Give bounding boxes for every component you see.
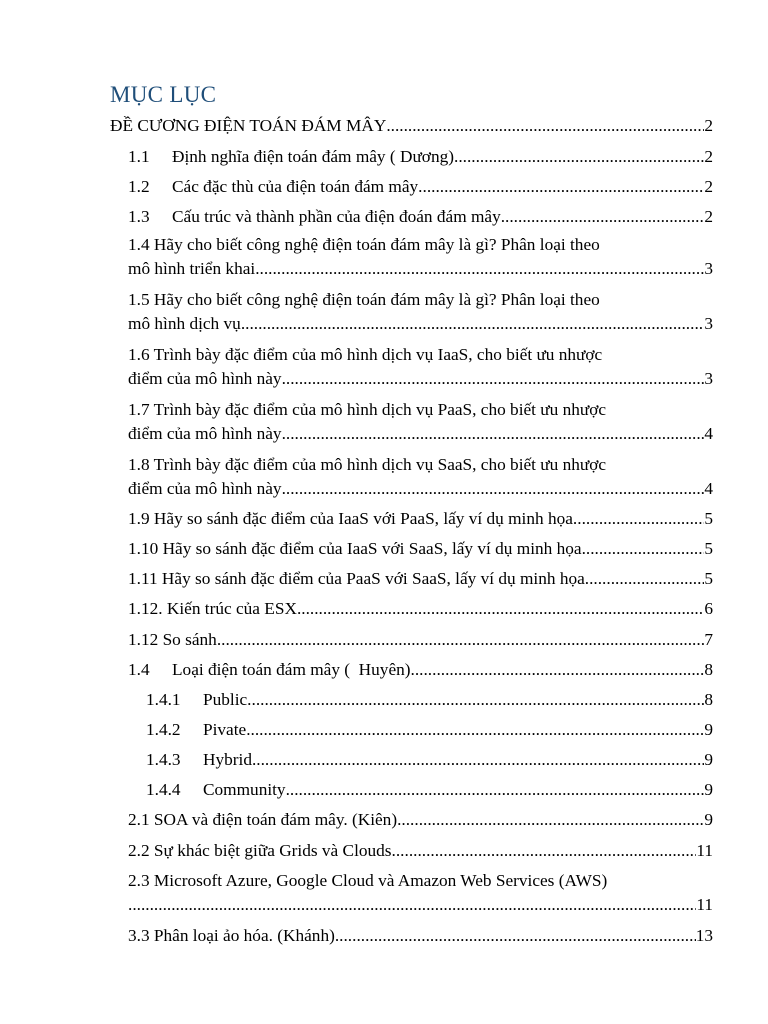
toc-entry-number: 1.1: [128, 147, 150, 166]
dot-leader: [282, 367, 705, 391]
toc-entry-text: Hybrid: [203, 750, 252, 769]
toc-entry-number: 1.4.1: [146, 690, 181, 709]
toc-page-number: 9: [704, 810, 713, 829]
toc-entry[interactable]: [128, 628, 713, 652]
toc-entry[interactable]: [128, 507, 713, 531]
toc-entry-text: Public: [203, 690, 248, 709]
toc-entry-text: Định nghĩa điện toán đám mây ( Dương): [172, 147, 454, 166]
toc-entry-text: 1.12. Kiến trúc của ESX: [128, 599, 297, 618]
toc-entry-text: 1.9 Hãy so sánh đặc điểm của IaaS với PaaS, lấy ví dụ minh họa: [128, 509, 573, 528]
toc-entry-text: 2.1 SOA và điện toán đám mây. (Kiên): [128, 810, 398, 829]
toc-entry-number: 1.4.2: [146, 720, 181, 739]
toc-entry[interactable]: [128, 537, 713, 561]
dot-leader: [247, 688, 704, 712]
dot-leader: [573, 507, 704, 531]
toc-entry[interactable]: [146, 688, 713, 712]
toc-entry-number: 1.4.3: [146, 750, 181, 769]
toc-page-number: 5: [704, 569, 713, 588]
dot-leader: [297, 597, 704, 621]
toc-entry-text: 2.3 Microsoft Azure, Google Cloud và Amazon Web Services (AWS): [128, 871, 608, 890]
toc-page-number: 13: [695, 926, 713, 945]
dot-leader: [282, 422, 705, 446]
toc-entry[interactable]: [128, 453, 713, 503]
toc-page-number: 11: [696, 895, 713, 914]
toc-entry[interactable]: [110, 114, 713, 138]
toc-page-number: 4: [704, 424, 713, 443]
dot-leader: [501, 205, 705, 229]
toc-entry-text: ĐỀ CƯƠNG ĐIỆN TOÁN ĐÁM MÂY: [110, 116, 387, 135]
dot-leader: [386, 114, 704, 138]
toc-page-number: 2: [704, 116, 713, 135]
dot-leader: [255, 257, 704, 281]
toc-entry-text: 1.5 Hãy cho biết công nghệ điện toán đám mây là gì? Phân loại theo: [128, 290, 600, 309]
dot-leader: [282, 477, 705, 501]
toc-entry[interactable]: [128, 924, 713, 948]
toc-entry-text: 1.6 Trình bày đặc điểm của mô hình dịch vụ IaaS, cho biết ưu nhược: [128, 345, 603, 364]
toc-entry[interactable]: [128, 567, 713, 591]
toc-entry-text: 3.3 Phân loại ảo hóa. (Khánh): [128, 926, 335, 945]
toc-entry[interactable]: [128, 398, 713, 448]
toc-entry[interactable]: [128, 288, 713, 338]
toc-entry-text-cont: điểm của mô hình này: [128, 424, 282, 443]
toc-entry-text: Community: [203, 780, 286, 799]
toc-page-number: 4: [704, 479, 713, 498]
toc-page-number: 2: [704, 177, 713, 196]
toc-entry[interactable]: [146, 778, 713, 802]
dot-leader: [246, 718, 704, 742]
toc-entry-text: 1.8 Trình bày đặc điểm của mô hình dịch vụ SaaS, cho biết ưu nhược: [128, 455, 607, 474]
toc-entry-number: 1.2: [128, 177, 150, 196]
toc-page-number: 11: [696, 841, 713, 860]
toc-page-number: 2: [704, 147, 713, 166]
dot-leader: [418, 175, 704, 199]
toc-page-number: 3: [704, 314, 713, 333]
toc-entry-text: 1.12 So sánh: [128, 630, 217, 649]
toc-title: MỤC LỤC: [110, 82, 217, 107]
toc-entry[interactable]: [128, 175, 713, 199]
toc-entry[interactable]: [128, 658, 713, 682]
dot-leader: [241, 312, 705, 336]
toc-entry[interactable]: [128, 869, 713, 919]
dot-leader: [454, 145, 704, 169]
toc-page-number: 9: [704, 780, 713, 799]
toc-page-number: 5: [704, 539, 713, 558]
toc-page-number: 3: [704, 369, 713, 388]
toc-entry[interactable]: [128, 839, 713, 863]
toc-page-number: 7: [704, 630, 713, 649]
toc-entry-text: Các đặc thù của điện toán đám mây: [172, 177, 419, 196]
toc-entry-text: Pivate: [203, 720, 247, 739]
dot-leader: [335, 924, 696, 948]
toc-entry-text: 2.2 Sự khác biệt giữa Grids và Clouds: [128, 841, 392, 860]
toc-page-number: 5: [704, 509, 713, 528]
toc-entry-text-cont: điểm của mô hình này: [128, 479, 282, 498]
dot-leader: [411, 658, 705, 682]
toc-entry-text-cont: điểm của mô hình này: [128, 369, 282, 388]
toc-page-number: 9: [704, 750, 713, 769]
toc-entry[interactable]: [128, 205, 713, 229]
toc-page-number: 8: [704, 660, 713, 679]
dot-leader: [397, 808, 704, 832]
toc-entry-text: Loại điện toán đám mây ( Huyên): [172, 660, 411, 679]
toc-page-number: 6: [704, 599, 713, 618]
dot-leader: [128, 893, 696, 917]
dot-leader: [392, 839, 697, 863]
toc-entry[interactable]: [146, 748, 713, 772]
toc-entry[interactable]: [128, 233, 713, 283]
dot-leader: [252, 748, 704, 772]
toc-entry-text-cont: mô hình dịch vụ: [128, 314, 241, 333]
dot-leader: [286, 778, 705, 802]
toc-entry[interactable]: [128, 597, 713, 621]
dot-leader: [217, 628, 705, 652]
toc-entry-number: 1.3: [128, 207, 150, 226]
toc-entry[interactable]: [128, 808, 713, 832]
toc-entry[interactable]: [128, 343, 713, 393]
toc-entry-text: 1.4 Hãy cho biết công nghệ điện toán đám mây là gì? Phân loại theo: [128, 235, 600, 254]
toc-page-number: 2: [704, 207, 713, 226]
toc-page-number: 8: [704, 690, 713, 709]
toc-entry-text: 1.7 Trình bày đặc điểm của mô hình dịch vụ PaaS, cho biết ưu nhược: [128, 400, 607, 419]
dot-leader: [582, 537, 705, 561]
toc-entry-text-cont: mô hình triển khai: [128, 259, 256, 278]
toc-page-number: 3: [704, 259, 713, 278]
toc-entry-text: 1.11 Hãy so sánh đặc điểm của PaaS với SaaS, lấy ví dụ minh họa.: [128, 569, 590, 588]
toc-entry-text: Cấu trúc và thành phần của điện đoán đám mây: [172, 207, 501, 226]
toc-entry[interactable]: [128, 145, 713, 169]
toc-entry-number: 1.4: [128, 660, 150, 679]
toc-entry-number: 1.4.4: [146, 780, 181, 799]
dot-leader: [589, 567, 704, 591]
toc-entry[interactable]: [146, 718, 713, 742]
toc-entry-text: 1.10 Hãy so sánh đặc điểm của IaaS với SaaS, lấy ví dụ minh họa: [128, 539, 582, 558]
toc-page-number: 9: [704, 720, 713, 739]
